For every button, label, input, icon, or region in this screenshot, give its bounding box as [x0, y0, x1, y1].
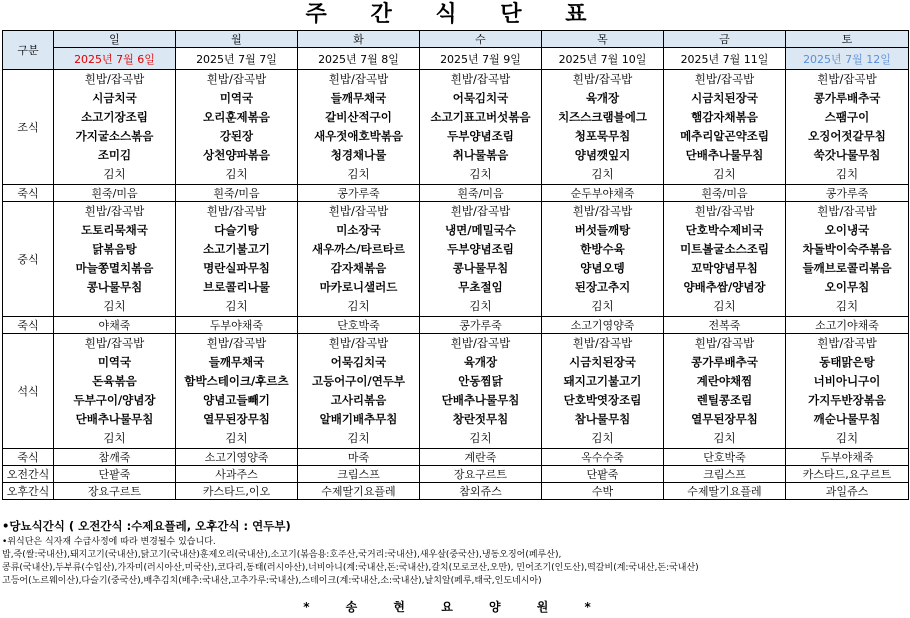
- menu-item: 열무된장무침: [691, 412, 758, 426]
- menu-item: 들깨무채국: [330, 91, 387, 105]
- menu-item: 콩나물무침: [452, 261, 509, 275]
- menu-item: 소고기불고기: [203, 242, 270, 256]
- menu-item: 흰밥/잡곡밥: [84, 72, 145, 86]
- lunch-day-1: [176, 202, 298, 317]
- page-title: 주 간 식 단 표: [305, 2, 605, 27]
- menu-item: 단배추나물무침: [441, 393, 520, 407]
- menu-item: 미역국: [97, 355, 132, 369]
- menu-item: 함박스테이크/후르츠: [184, 374, 289, 388]
- dinner-day-1: [176, 334, 298, 449]
- menu-item: 햄감자채볶음: [691, 110, 758, 124]
- menu-item: 오징어젓갈무침: [808, 129, 886, 143]
- menu-item: 미소장국: [336, 223, 381, 237]
- category-header: 구분: [3, 31, 54, 70]
- date-2: 2025년 7월 8일: [298, 48, 420, 70]
- menu-item: 소고기장조림: [81, 110, 148, 124]
- porridge_1-item-3: 흰죽/미음: [420, 185, 542, 202]
- menu-item: 양념깻잎지: [574, 148, 631, 162]
- menu-item: 양념오뎅: [580, 261, 625, 275]
- date-row: [3, 48, 909, 70]
- menu-item: 상천양파볶음: [203, 148, 270, 162]
- lunch-day-5: [664, 202, 786, 317]
- porridge_1-item-0: 흰죽/미음: [54, 185, 176, 202]
- origin-line-2: 콩류(국내산),두부류(수입산),가자미(러시아산,미국산),코다리,동태(러시아산),너비아니(계:국내산,돈:국내산),갈치(모로코산,오만), 민어조기(인도산),떡갈비(계:국내산,돈:국내산): [2, 563, 699, 573]
- snack_am-item-6: 카스타드,요구르트: [786, 466, 909, 483]
- menu-item: 콩가루배추국: [813, 91, 881, 105]
- menu-item: 닭볶음탕: [92, 242, 137, 256]
- porridge_3-label: 죽식: [3, 449, 54, 466]
- menu-item: 명란실파무침: [203, 261, 270, 275]
- menu-item: 흰밥/잡곡밥: [206, 336, 267, 350]
- menu-item: 콩나물무침: [86, 280, 143, 294]
- snack_am-item-2: 크림스프: [298, 466, 420, 483]
- snack_am-row: [3, 466, 909, 483]
- menu-item: 렌틸콩조림: [696, 393, 753, 407]
- menu-item: 감자채볶음: [330, 261, 387, 275]
- menu-item: 조미김: [97, 148, 132, 162]
- menu-item: 오리훈제볶음: [203, 110, 270, 124]
- snack_am-item-3: 장요구르트: [420, 466, 542, 483]
- menu-item: 꼬막양념무침: [691, 261, 758, 275]
- porridge_3-item-4: 옥수수죽: [542, 449, 664, 466]
- menu-item: 도토리묵채국: [81, 223, 148, 237]
- porridge_1-item-4: 순두부야채죽: [542, 185, 664, 202]
- menu-item: 계란야채찜: [696, 374, 753, 388]
- menu-item: 무초절임: [458, 280, 503, 294]
- menu-item: 스팸구이: [824, 110, 870, 124]
- menu-item: 흰밥/잡곡밥: [206, 204, 267, 218]
- menu-item: 김치: [469, 167, 492, 181]
- date-6: 2025년 7월 12일: [786, 48, 909, 70]
- menu-item: 가지두반장볶음: [808, 393, 886, 407]
- menu-item: 흰밥/잡곡밥: [328, 336, 389, 350]
- snack_am-label: 오전간식: [3, 466, 54, 483]
- lunch-day-0: [54, 202, 176, 317]
- porridge_2-item-5: 전복죽: [664, 317, 786, 334]
- menu-item: 버섯들깨탕: [574, 223, 631, 237]
- menu-item: 콩가루배추국: [691, 355, 758, 369]
- porridge_1-item-6: 콩가루죽: [786, 185, 909, 202]
- diabetic-snack-note: •당뇨식간식 ( 오전간식 :수제요플레, 오후간식 : 연두부): [2, 519, 291, 533]
- menu-item: 김치: [103, 167, 126, 181]
- menu-item: 청경채나물: [330, 148, 387, 162]
- menu-item: 흰밥/잡곡밥: [817, 336, 877, 350]
- porridge_3-item-2: 마죽: [298, 449, 420, 466]
- menu-item: 브로콜리나물: [203, 280, 270, 294]
- lunch-day-2: [298, 202, 420, 317]
- lunch-day-6: [786, 202, 909, 317]
- menu-item: 차돌박이숙주볶음: [802, 242, 892, 256]
- porridge_2-item-3: 콩가루죽: [420, 317, 542, 334]
- porridge_2-item-2: 단호박죽: [298, 317, 420, 334]
- porridge_2-item-4: 소고기영양죽: [542, 317, 664, 334]
- day-name-3: 수: [420, 31, 542, 48]
- menu-item: 김치: [591, 431, 614, 445]
- dinner-day-2: [298, 334, 420, 449]
- menu-item: 흰밥/잡곡밥: [328, 204, 389, 218]
- snack_pm-item-1: 카스타드,이오: [176, 483, 298, 500]
- menu-item: 흰밥/잡곡밥: [694, 72, 755, 86]
- menu-item: 흰밥/잡곡밥: [84, 336, 145, 350]
- snack_pm-item-2: 수제딸기요플레: [298, 483, 420, 500]
- menu-item: 흰밥/잡곡밥: [817, 72, 877, 86]
- menu-item: 고등어구이/연두부: [311, 374, 406, 388]
- menu-item: 어묵김치국: [452, 91, 509, 105]
- date-1: 2025년 7월 7일: [176, 48, 298, 70]
- menu-item: 미역국: [219, 91, 254, 105]
- menu-item: 김치: [225, 167, 248, 181]
- porridge_2-row: [3, 317, 909, 334]
- menu-item: 흰밥/잡곡밥: [450, 72, 511, 86]
- porridge_3-item-1: 소고기영양죽: [176, 449, 298, 466]
- menu-item: 새우젓애호박볶음: [314, 129, 403, 143]
- menu-item: 김치: [347, 299, 370, 313]
- menu-item: 김치: [835, 167, 859, 181]
- menu-item: 안동찜닭: [458, 374, 503, 388]
- porridge_3-row: [3, 449, 909, 466]
- menu-item: 흰밥/잡곡밥: [694, 336, 755, 350]
- dinner-day-5: [664, 334, 786, 449]
- menu-item: 시금치된장국: [691, 91, 758, 105]
- breakfast-day-4: [542, 70, 664, 185]
- menu-item: 마카로니샐러드: [319, 280, 398, 294]
- menu-item: 강된장: [219, 129, 254, 143]
- menu-item: 두부구이/양념장: [73, 393, 156, 407]
- date-0: 2025년 7월 6일: [54, 48, 176, 70]
- day-name-2: 화: [298, 31, 420, 48]
- breakfast-day-2: [298, 70, 420, 185]
- menu-item: 어묵김치국: [330, 355, 387, 369]
- menu-item: 돈육볶음: [92, 374, 137, 388]
- porridge_1-item-5: 흰죽/미음: [664, 185, 786, 202]
- menu-item: 알배기배추무침: [319, 412, 398, 426]
- day-name-6: 토: [786, 31, 909, 48]
- porridge_3-item-0: 참깨죽: [54, 449, 176, 466]
- porridge_2-item-1: 두부야채죽: [176, 317, 298, 334]
- menu-item: 시금치된장국: [569, 355, 636, 369]
- menu-item: 새우까스/타르타르: [311, 242, 406, 256]
- breakfast-day-5: [664, 70, 786, 185]
- snack_pm-row: [3, 483, 909, 500]
- menu-item: 김치: [469, 299, 492, 313]
- day-name-row: [3, 31, 909, 48]
- breakfast-day-3: [420, 70, 542, 185]
- menu-item: 청포묵무침: [574, 129, 631, 143]
- snack_am-item-4: 단팥죽: [542, 466, 664, 483]
- dinner-day-4: [542, 334, 664, 449]
- menu-item: 흰밥/잡곡밥: [572, 72, 633, 86]
- breakfast-label: 조식: [3, 70, 54, 185]
- porridge_1-label: 죽식: [3, 185, 54, 202]
- snack_pm-item-3: 참외쥬스: [420, 483, 542, 500]
- menu-item: 김치: [469, 431, 492, 445]
- porridge_2-item-0: 야채죽: [54, 317, 176, 334]
- day-name-4: 목: [542, 31, 664, 48]
- menu-item: 오이냉국: [824, 223, 870, 237]
- menu-item: 단호박수제비국: [685, 223, 764, 237]
- dinner-day-3: [420, 334, 542, 449]
- menu-item: 육개장: [585, 91, 620, 105]
- porridge_1-item-1: 흰죽/미음: [176, 185, 298, 202]
- menu-item: 너비아니구이: [813, 374, 881, 388]
- porridge_1-row: [3, 185, 909, 202]
- menu-item: 김치: [713, 167, 736, 181]
- menu-item: 냉면/메밀국수: [445, 223, 516, 237]
- menu-item: 흰밥/잡곡밥: [694, 204, 755, 218]
- menu-item: 참나물무침: [574, 412, 631, 426]
- porridge_3-item-6: 두부야채죽: [786, 449, 909, 466]
- menu-item: 오이무침: [824, 280, 870, 294]
- menu-item: 단호박엿장조림: [563, 393, 642, 407]
- menu-item: 열무된장무침: [203, 412, 270, 426]
- menu-item: 돼지고기불고기: [563, 374, 642, 388]
- menu-item: 단배추나물무침: [685, 148, 764, 162]
- menu-item: 김치: [591, 299, 614, 313]
- snack_am-item-5: 크림스프: [664, 466, 786, 483]
- menu-item: 김치: [347, 431, 370, 445]
- menu-item: 김치: [713, 431, 736, 445]
- menu-item: 육개장: [463, 355, 498, 369]
- menu-item: 마늘쫑멸치볶음: [75, 261, 154, 275]
- porridge_3-item-3: 계란죽: [420, 449, 542, 466]
- lunch-day-3: [420, 202, 542, 317]
- menu-item: 깨순나물무침: [813, 412, 881, 426]
- porridge_1-item-2: 콩가루죽: [298, 185, 420, 202]
- day-name-5: 금: [664, 31, 786, 48]
- menu-item: 흰밥/잡곡밥: [84, 204, 145, 218]
- menu-item: 김치: [835, 299, 859, 313]
- menu-item: 동태맑은탕: [819, 355, 875, 369]
- menu-item: 시금치국: [92, 91, 137, 105]
- day-name-0: 일: [54, 31, 176, 48]
- menu-item: 김치: [591, 167, 614, 181]
- menu-item: 흰밥/잡곡밥: [817, 204, 877, 218]
- menu-item: 김치: [225, 431, 248, 445]
- snack_pm-item-4: 수박: [542, 483, 664, 500]
- menu-item: 치즈스크램블에그: [558, 110, 647, 124]
- menu-item: 취나물볶음: [452, 148, 509, 162]
- porridge_2-label: 죽식: [3, 317, 54, 334]
- snack_pm-item-6: 과일쥬스: [786, 483, 909, 500]
- menu-item: 김치: [225, 299, 248, 313]
- menu-item: 김치: [103, 299, 126, 313]
- menu-item: 김치: [347, 167, 370, 181]
- date-5: 2025년 7월 11일: [664, 48, 786, 70]
- menu-item: 창란젓무침: [452, 412, 509, 426]
- snack_pm-label: 오후간식: [3, 483, 54, 500]
- menu-item: 된장고추지: [574, 280, 631, 294]
- snack_pm-item-5: 수제딸기요플레: [664, 483, 786, 500]
- date-3: 2025년 7월 9일: [420, 48, 542, 70]
- lunch-day-4: [542, 202, 664, 317]
- lunch-label: 중식: [3, 202, 54, 317]
- menu-item: 흰밥/잡곡밥: [450, 204, 511, 218]
- menu-item: 양념고들빼기: [203, 393, 270, 407]
- origin-line-3: 고등어(노르웨이산),다슬기(중국산),배추김치(배추:국내산,고추가루:국내산),스테이크(계:국내산,소:국내산),날치알(페루,태국,인도네시아): [2, 576, 542, 586]
- day-name-1: 월: [176, 31, 298, 48]
- porridge_2-item-6: 소고기야채죽: [786, 317, 909, 334]
- breakfast-row: [3, 70, 909, 185]
- facility-name: * 송 현 요 양 원 *: [303, 600, 607, 614]
- date-4: 2025년 7월 10일: [542, 48, 664, 70]
- menu-item: 두부양념조림: [447, 129, 514, 143]
- porridge_3-item-5: 단호박죽: [664, 449, 786, 466]
- menu-item: 흰밥/잡곡밥: [206, 72, 267, 86]
- origin-line-1: 밥,죽(쌀:국내산),돼지고기(국내산),닭고기(국내산)훈제오리(국내산),소고기(볶음용:호주산,국거리:국내산),새우살(중국산),냉동오징어(페루산),: [2, 550, 562, 560]
- menu-item: 다슬기탕: [214, 223, 259, 237]
- dinner-day-0: [54, 334, 176, 449]
- menu-item: 김치: [835, 431, 859, 445]
- dinner-day-6: [786, 334, 909, 449]
- breakfast-day-0: [54, 70, 176, 185]
- menu-item: 쑥갓나물무침: [813, 148, 881, 162]
- menu-item: 미트볼굴소스조림: [680, 242, 769, 256]
- breakfast-day-6: [786, 70, 909, 185]
- menu-table: [2, 30, 909, 500]
- menu-item: 흰밥/잡곡밥: [328, 72, 389, 86]
- menu-item: 고사리볶음: [330, 393, 387, 407]
- menu-item: 가지굴소스볶음: [75, 129, 154, 143]
- menu-item: 갈비산적구이: [325, 110, 392, 124]
- dinner-label: 석식: [3, 334, 54, 449]
- menu-item: 소고기표고버섯볶음: [430, 110, 531, 124]
- snack_am-item-1: 사과주스: [176, 466, 298, 483]
- lunch-row: [3, 202, 909, 317]
- menu-item: 흰밥/잡곡밥: [572, 336, 633, 350]
- notes-section: [2, 516, 908, 588]
- menu-item: 한방수육: [580, 242, 625, 256]
- menu-item: 단배추나물무침: [75, 412, 154, 426]
- snack_am-item-0: 단팥죽: [54, 466, 176, 483]
- menu-item: 들깨무채국: [208, 355, 265, 369]
- menu-item: 흰밥/잡곡밥: [572, 204, 633, 218]
- dinner-row: [3, 334, 909, 449]
- menu-item: 두부양념조림: [447, 242, 514, 256]
- snack_pm-item-0: 장요구르트: [54, 483, 176, 500]
- change-notice: •위식단은 식자재 수급사정에 따라 변경될수 있습니다.: [2, 537, 216, 547]
- menu-item: 양배추쌈/양념장: [683, 280, 766, 294]
- menu-item: 메추리알곤약조림: [680, 129, 769, 143]
- menu-item: 김치: [713, 299, 736, 313]
- menu-item: 흰밥/잡곡밥: [450, 336, 511, 350]
- menu-item: 김치: [103, 431, 126, 445]
- menu-item: 들깨브로콜리볶음: [802, 261, 892, 275]
- breakfast-day-1: [176, 70, 298, 185]
